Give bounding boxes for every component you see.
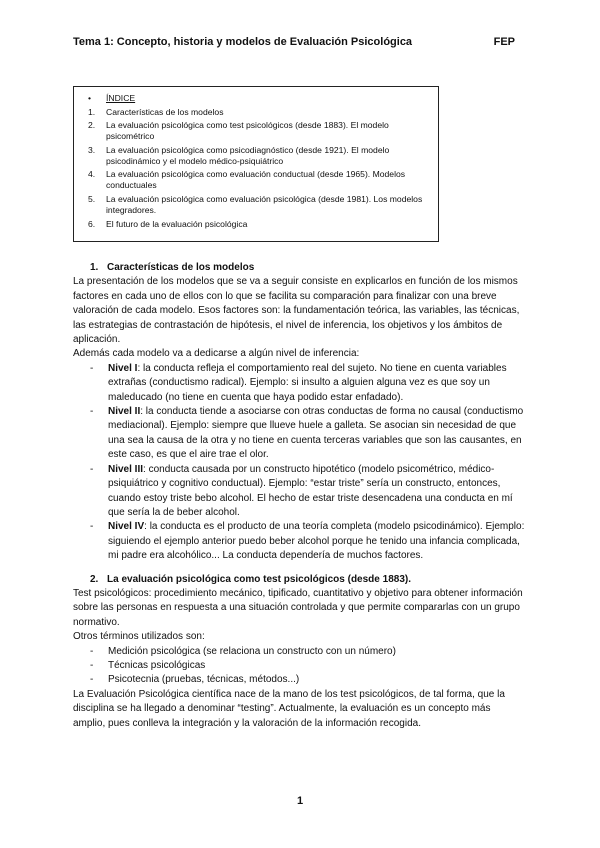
index-heading [88, 93, 430, 104]
index-item [88, 169, 430, 191]
list-item [73, 362, 525, 405]
index-item-number: 4. [88, 169, 96, 180]
index-item-text: Características de los modelos [106, 106, 224, 117]
index-item-number: 1. [88, 106, 96, 117]
section-1-lead: Además cada modelo va a dedicarse a algún nivel de inferencia: [73, 348, 360, 360]
section-number: 2. [90, 573, 99, 585]
level-label: Nivel II [108, 406, 141, 418]
page-number: 1 [296, 795, 304, 807]
index-item-number: 6. [88, 218, 96, 229]
dash-icon: - [90, 645, 94, 657]
section-1-intro: La presentación de los modelos que se va a seguir consiste en explicarlos en función de los mismos factores en cada uno de ellos con lo que se facilita su comparación para finalizar con una breve valoración de cada modelo. Esos factores son: la fundamentación teórica, las variables, las técnicas, las estrategias de contrastación de hipótesis, el nivel de inferencia, los objetivos y los ámbitos de aplicación. [73, 276, 520, 346]
index-item [88, 219, 430, 230]
level-text: : la conducta tiende a asociarse con otras conductas de forma no causal (conductismo mediacional). Ejemplo: siempre que llueve huele a galleta. Se asocian sin necesidad de que una sea la causa de la otra y no tiene en cuenta terceras variables que son las causantes, en este caso, es que el aire trae el olor. [108, 406, 524, 461]
index-item-number: 3. [88, 144, 96, 155]
term-text: Medición psicológica (se relaciona un constructo con un número) [108, 645, 396, 657]
section-title: Características de los modelos [107, 262, 255, 273]
list-item [73, 405, 525, 463]
list-item [73, 645, 525, 659]
inference-levels-list [73, 362, 525, 564]
level-label: Nivel III [108, 463, 144, 475]
dash-icon: - [90, 463, 94, 475]
index-item [88, 145, 430, 167]
level-text: : conducta causada por un constructo hipotético (modelo psicométrico, médico-psiquiátrico y cognitivo conductual). Ejemplo: “estar triste” sería un constructo, entonces, cuando estoy triste bebo alcohol. El hecho de estar triste desencadena una conducta en mí que sería la de beber alcohol. [108, 463, 513, 518]
dash-icon: - [90, 362, 94, 374]
index-item-text: La evaluación psicológica como evaluación conductual (desde 1965). Modelos conductuales [106, 169, 406, 191]
level-text: : la conducta refleja el comportamiento real del sujeto. No tiene en cuenta variables extrañas (conductismo radical). Ejemplo: si insulto a alguien alguna vez es que soy un maleducado (no tiene en cuenta que haya podido estar enfadado). [108, 362, 507, 403]
section-number: 1. [90, 262, 99, 273]
index-item-text: El futuro de la evaluación psicológica [106, 218, 248, 229]
bullet-icon: • [88, 93, 92, 103]
list-item [73, 673, 525, 687]
list-item [73, 463, 525, 521]
index-item-number: 2. [88, 120, 96, 131]
term-text: Psicotecnia (pruebas, técnicas, métodos...) [108, 674, 300, 686]
dash-icon: - [90, 659, 94, 671]
section-2-lead: Otros términos utilizados son: [73, 631, 205, 643]
header-title: Tema 1: Concepto, historia y modelos de Evaluación Psicológica [73, 36, 413, 48]
section-2-intro: Test psicológicos: procedimiento mecánico, tipificado, cuantitativo y objetivo para obtener información sobre las personas en respuesta a una situación controlada y que permite compararlas con un grupo normativo. [73, 587, 523, 628]
document-body [73, 261, 525, 731]
index-item-number: 5. [88, 193, 96, 204]
list-item [73, 659, 525, 673]
level-text: : la conducta es el producto de una teoría completa (modelo psicodinámico). Ejemplo: siguiendo el ejemplo anterior puedo beber alcohol porque he tenido una infancia complicada, mi padre era alcohólico... La conducta dependería de muchos factores. [108, 521, 525, 562]
dash-icon: - [90, 521, 94, 533]
section-2-heading [73, 573, 525, 587]
dash-icon: - [90, 406, 94, 418]
level-label: Nivel IV [108, 521, 145, 533]
index-item-text: La evaluación psicológica como test psicológicos (desde 1883). El modelo psicométrico [106, 120, 389, 142]
dash-icon: - [90, 674, 94, 686]
index-item [88, 120, 430, 142]
index-item [88, 107, 430, 118]
page-header [73, 36, 515, 48]
index-title: ÍNDICE [106, 93, 136, 103]
header-right-label: FEP [493, 36, 515, 48]
index-item-text: La evaluación psicológica como evaluación psicológica (desde 1981). Los modelos integradores. [106, 193, 423, 215]
section-1-heading [73, 261, 525, 275]
section-2-closing: La Evaluación Psicológica científica nace de la mano de los test psicológicos, de tal forma, que la disciplina se ha llegado a denominar “testing”. Actualmente, la evaluación es un concepto más amplio, pues conlleva la integración y la valoración de la información recogida. [73, 688, 505, 729]
level-label: Nivel I [108, 362, 138, 374]
index-item-text: La evaluación psicológica como psicodiagnóstico (desde 1921). El modelo psicodinámico y el modelo médico-psiquiátrico [106, 144, 390, 166]
index-item [88, 194, 430, 216]
index-box [73, 86, 439, 242]
list-item [73, 520, 525, 563]
terms-list [73, 645, 525, 688]
term-text: Técnicas psicológicas [108, 659, 206, 671]
section-title: La evaluación psicológica como test psicológicos (desde 1883). [107, 573, 411, 585]
